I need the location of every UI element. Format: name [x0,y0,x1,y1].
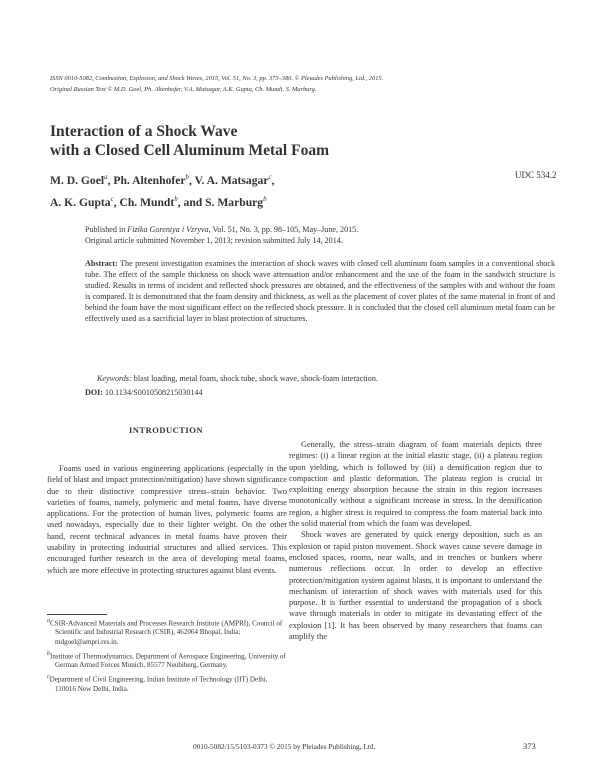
author-list [50,168,470,212]
author-marburg: , and S. Marburg [177,195,264,209]
journal-header [50,73,570,95]
footnotes [47,617,287,697]
author-affil-sup: a [104,173,108,181]
page-footer: 0010-5082/15/5103-0373 © 2015 by Pleiades Publishing, Ltd. [193,742,376,751]
doi-value: 10.1134/S0010508215030144 [103,388,203,397]
abstract [85,258,555,324]
footnote-c [47,673,287,694]
body-paragraph: Foams used in various engineering applications (especially in the field of blast and impact protection/mitigation) have shown significance due to their distinctive compressive stress–strain behavior. Two varieties of foams, namely, polymeric and metal foams, have diverse applications. For the protection of human lives, polymeric foams are used nowadays, especially due to their lighter weight. On the other hand, recent technical advances in metal foams have proven their usability in protecting industrial structures and allied services. This encouraged further research in the area of developing metal foams, which are more effective in protecting structures against blast events. [47,464,287,575]
abstract-label: Abstract: [85,259,118,268]
header-original-text: Original Russian Text © M.D. Goel, Ph. Altenhofer, V.A. Matsagar, A.K. Gupta, Ch. Mundt, S. Marburg. [50,86,317,93]
author-gupta: A. K. Gupta [50,195,111,209]
pubinfo-line-1 [85,224,555,235]
footnote-text: Institute of Thermodynamics, Department of Aerospace Engineering, University of German Armed Forces Munich, 85577 Neubiberg, Germany. [49,652,286,670]
abstract-text: The present investigation examines the interaction of shock waves with closed cell aluminum foam samples in a conventional shock tube. The effect of the sample thickness on shock wave attenuation and/or enhancement and the use of the foam in the sandwich structure is studied. Results in terms of incident and reflected shock pressures are obtained, and the effectiveness of the samples with and without the foam is compared. It is demonstrated that the foam density and thickness, as well as the placement of cover plates of the same material in front of and behind the foam have the most significant effect on the reflected shock pressure. It is concluded that the closed cell aluminum metal foam can be effectively used as a sacrificial layer in blast protection of structures. [85,259,555,324]
title-line-1: Interaction of a Shock Wave [50,123,238,140]
udc-code: UDC 534.2 [515,170,557,180]
footnote-marker: a [47,618,50,624]
author-affil-sup: c [268,173,272,181]
keywords [85,373,567,384]
author-separator: , [271,173,275,187]
footnote-marker: b [47,650,50,657]
title-line-2: with a Closed Cell Aluminum Metal Foam [50,142,329,159]
author-goel: M. D. Goel [50,173,105,187]
doi [85,387,555,398]
paper-title [50,122,490,160]
doi-label: DOI: [85,388,103,397]
author-affil-sup: c [110,194,114,203]
authors-line-1 [50,168,470,190]
pubinfo-suffix: , Vol. 51, No. 3, pp. 98–105, May–June, 2015. [208,225,359,234]
body-paragraph: Generally, the stress–strain diagram of foam materials depicts three regimes: (i) a linear region at the initial elastic stage, (ii) a plateau region upon yielding, which is followed by (iii) a densification region due to compaction and plastic deformation. The plateau region is crucial in exploiting energy absorption because the strain in this region increases monotonically without a significant increase in stress. In the densification region, a higher stress is required to compress the foam material back into the solid material from which the foam was developed. [289,440,542,529]
footnote-b [47,650,287,671]
column-left [47,463,287,576]
keywords-text: blast loading, metal foam, shock tube, shock wave, shock-foam interaction. [131,374,378,383]
header-citation: ISSN 0010-5082, Combustion, Explosion, and Shock Waves, 2015, Vol. 51, No. 3, pp. 373–380. © Pleiades Publishing, Ltd., 2015. [50,75,384,82]
author-matsagar: , V. A. Matsagar [189,173,269,187]
publication-info [85,224,555,246]
body-paragraph: Shock waves are generated by quick energy deposition, such as an explosion or rapid piston movement. Shock waves cause severe damage in enclosed spaces, rooms, near walls, and in trenches or bunkers where numerous reflections occur. In order to develop an effective protection/mitigation system against blasts, it is important to understand the mechanism of interaction of shock waves with materials used for this purpose. It is further essential to understand the propagation of a shock wave through materials in order to mitigate its devastating effect of the explosion [1]. It has been observed by many researchers that foams can amplify the [289,530,542,642]
journal-name: Fizika Goreniya i Vzryva [127,225,209,234]
column-right [289,439,542,642]
author-mundt: , Ch. Mundt [113,195,175,209]
author-affil-sup: b [174,194,178,203]
footnote-text: CSIR-Advanced Materials and Processes Research Institute (AMPRI), Council of Scientific and Industrial Research (CSIR), 462064 Bhopal, India; mdgoel@ampri.res.in. [49,619,283,646]
authors-line-2 [50,190,470,212]
author-affil-sup: b [263,194,267,203]
pubinfo-line-2: Original article submitted November 1, 2013; revision submitted July 14, 2014. [85,236,343,245]
pubinfo-prefix: Published in [85,225,128,234]
page-number: 373 [523,741,536,751]
footnote-a [47,617,287,647]
keywords-label: Keywords: [97,374,132,383]
author-affil-sup: b [185,173,190,181]
author-altenhofer: , Ph. Altenhofer [107,173,186,187]
footnote-divider [47,614,107,615]
footnote-text: Department of Civil Engineering, Indian Institute of Technology (IIT) Delhi, 110016 New Delhi, India. [49,675,268,693]
footnote-marker: c [47,674,50,681]
section-heading-introduction: INTRODUCTION [128,425,203,435]
